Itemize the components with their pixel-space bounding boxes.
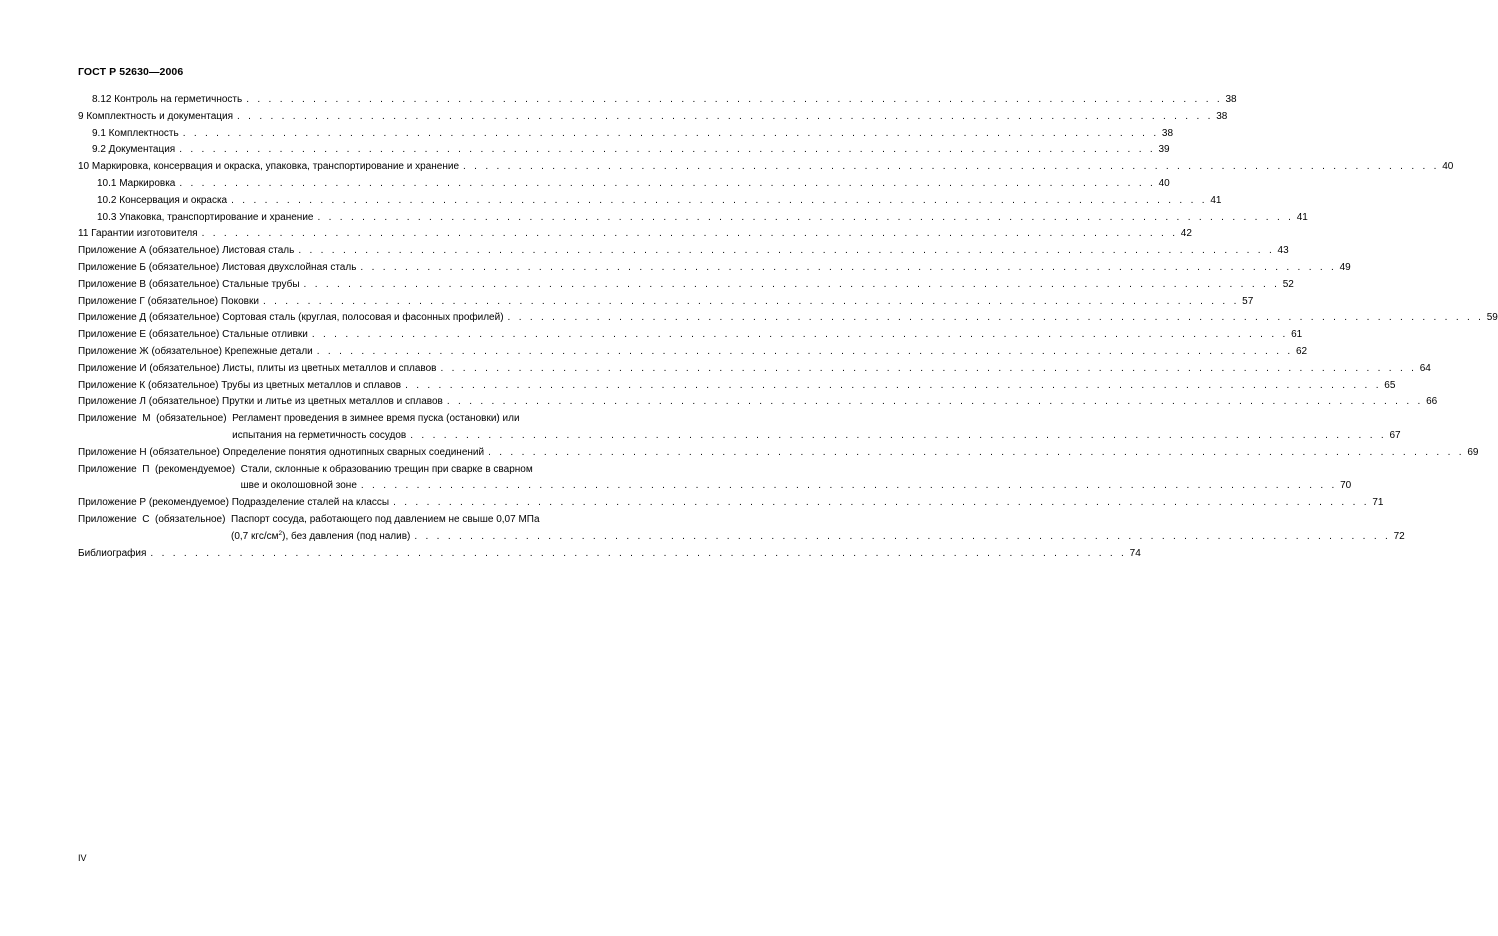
appendix-s-prefix: Приложение С (обязательное)	[78, 513, 232, 525]
toc-entry-title: 10.2 Консервация и окраска	[97, 194, 228, 206]
dot-leader	[304, 277, 1280, 294]
toc-page-number: 41	[1210, 194, 1222, 206]
appendix-s-title-rest: ), без давления (под налив)	[282, 530, 411, 542]
toc-entry-title: Приложение В (обязательное) Стальные трубы	[78, 278, 300, 290]
toc-page-number: 43	[1277, 245, 1289, 257]
toc-entry-title: Приложение Д (обязательное) Сортовая сталь (круглая, полосовая и фасонных профилей)	[78, 312, 504, 324]
appendix-s-unit: (0,7 кгс/см	[231, 530, 279, 542]
toc-page-number: 40	[1442, 161, 1454, 173]
dot-leader	[508, 310, 1484, 327]
toc-entry-appendix-m	[78, 411, 1401, 445]
toc-entry-title: 11 Гарантии изготовителя	[78, 228, 198, 240]
appendix-p-title-line2: шве и околошовной зоне	[240, 480, 357, 492]
appendix-m-title-line1: Регламент проведения в зимнее время пуска (остановки) или	[232, 413, 520, 425]
toc-entry	[78, 327, 1303, 344]
toc-entry	[78, 109, 1228, 126]
toc-entry	[78, 126, 1174, 143]
appendix-p-prefix: Приложение П (рекомендуемое)	[78, 463, 241, 475]
dot-leader	[246, 92, 1222, 109]
dot-leader	[393, 495, 1369, 512]
toc-entry-title: Приложение Ж (обязательное) Крепежные детали	[78, 345, 313, 357]
appendix-p-title-line1: Стали, склонные к образованию трещин при сварке в сварном	[240, 463, 533, 475]
toc-entry	[78, 260, 1351, 277]
toc-page-number: 69	[1467, 446, 1479, 458]
toc-entry-title: Приложение Л (обязательное) Прутки и литье из цветных металлов и сплавов	[78, 396, 443, 408]
dot-leader	[447, 394, 1423, 411]
toc-page-number: 74	[1129, 547, 1141, 559]
toc-entry	[78, 193, 1222, 210]
toc-entry	[78, 361, 1431, 378]
toc-entry-title: Приложение К (обязательное) Трубы из цветных металлов и сплавов	[78, 379, 402, 391]
toc-page-number: 62	[1295, 345, 1308, 357]
document-header: ГОСТ Р 52630—2006	[78, 66, 184, 78]
dot-leader	[440, 361, 1416, 378]
page-numeral: IV	[78, 853, 87, 863]
dot-leader	[231, 193, 1207, 210]
toc-entry	[78, 226, 1192, 243]
toc-entry-bibliography	[78, 546, 1141, 563]
appendix-s-title-line2	[231, 529, 410, 546]
toc-entry	[78, 344, 1308, 361]
toc-entry-title: 10.3 Упаковка, транспортирование и хранение	[97, 211, 314, 223]
toc-entry-title: Приложение Б (обязательное) Листовая двухслойная сталь	[78, 261, 357, 273]
toc-page-number: 49	[1339, 261, 1351, 273]
dot-leader	[410, 428, 1386, 445]
dot-leader	[414, 529, 1390, 546]
toc-entry-title: 10 Маркировка, консервация и окраска, упаковка, транспортирование и хранение	[78, 161, 460, 173]
dot-leader	[263, 294, 1239, 311]
toc-page-number: 38	[1225, 94, 1237, 105]
toc-entry-title: Приложение И (обязательное) Листы, плиты из цветных металлов и сплавов	[78, 362, 437, 374]
toc-entry-title: 9.1 Комплектность	[92, 127, 179, 139]
toc-entry	[78, 378, 1396, 395]
dot-leader	[488, 445, 1464, 462]
toc-page-number: 40	[1158, 177, 1170, 189]
dot-leader	[237, 109, 1213, 126]
dot-leader	[312, 327, 1288, 344]
toc-page-number: 70	[1340, 480, 1352, 492]
toc-page-number: 64	[1419, 362, 1431, 374]
dot-leader	[360, 260, 1336, 277]
toc-page-number: 72	[1393, 530, 1405, 542]
dot-leader	[202, 226, 1178, 243]
toc-page-number: 66	[1426, 396, 1438, 408]
toc-page-number: 61	[1291, 329, 1303, 341]
toc-page-number: 57	[1242, 295, 1254, 307]
dot-leader	[317, 344, 1293, 361]
toc-page-number: 59	[1486, 312, 1498, 324]
dot-leader	[463, 159, 1439, 176]
toc-page-number: 67	[1389, 429, 1401, 441]
toc-page-number: 38	[1161, 127, 1174, 139]
toc-entry-title: Библиография	[78, 547, 147, 559]
appendix-m-title-line2: испытания на герметичность сосудов	[232, 429, 407, 441]
dot-leader	[179, 176, 1155, 193]
dot-leader	[361, 478, 1337, 495]
dot-leader	[317, 210, 1293, 227]
toc-entry-appendix-s	[78, 512, 1405, 546]
toc-entry-title: 9.2 Документация	[92, 144, 176, 156]
toc-entry-appendix-r	[78, 495, 1384, 512]
toc-entry-title: Приложение Р (рекомендуемое) Подразделение сталей на классы	[78, 497, 390, 509]
superscript: 2	[278, 529, 283, 537]
toc-entry-appendix-p	[78, 462, 1352, 496]
toc-entry	[78, 243, 1289, 260]
dot-leader	[183, 126, 1159, 143]
toc-page-number: 41	[1296, 211, 1308, 223]
toc-entry-title: Приложение Н (обязательное) Определение понятия однотипных сварных соединений	[78, 446, 485, 458]
toc-entry	[78, 210, 1308, 227]
toc-page-number: 71	[1372, 497, 1384, 509]
toc-entry-title: 9 Комплектность и документация	[78, 110, 233, 122]
toc-entry-title: 10.1 Маркировка	[97, 177, 176, 189]
toc-page-number: 39	[1158, 144, 1170, 156]
toc-entry	[78, 294, 1254, 311]
toc-entry-appendix-n	[78, 445, 1479, 462]
dot-leader	[405, 378, 1381, 395]
toc-entry	[78, 277, 1294, 294]
toc-entry-title: Приложение Е (обязательное) Стальные отливки	[78, 329, 308, 341]
toc-entry	[78, 394, 1438, 411]
dot-leader	[150, 546, 1126, 563]
toc-entry-title: Приложение Г (обязательное) Поковки	[78, 295, 259, 307]
toc-page-number: 42	[1180, 228, 1192, 240]
toc-page-number: 38	[1216, 110, 1228, 122]
dot-leader	[179, 142, 1155, 159]
appendix-m-prefix: Приложение М (обязательное)	[78, 413, 233, 425]
toc-entry	[78, 159, 1454, 176]
table-of-contents	[78, 92, 1498, 562]
toc-entry	[78, 92, 1237, 109]
toc-page-number: 52	[1282, 278, 1294, 290]
toc-entry-title: Приложение А (обязательное) Листовая сталь	[78, 245, 295, 257]
toc-entry	[78, 310, 1498, 327]
toc-entry-title: 8.12 Контроль на герметичность	[92, 94, 243, 105]
appendix-s-title-line1: Паспорт сосуда, работающего под давлением не свыше 0,07 МПа	[231, 513, 540, 525]
toc-entry	[78, 176, 1170, 193]
dot-leader	[298, 243, 1274, 260]
toc-entry	[78, 142, 1170, 159]
toc-page-number: 65	[1384, 379, 1396, 391]
